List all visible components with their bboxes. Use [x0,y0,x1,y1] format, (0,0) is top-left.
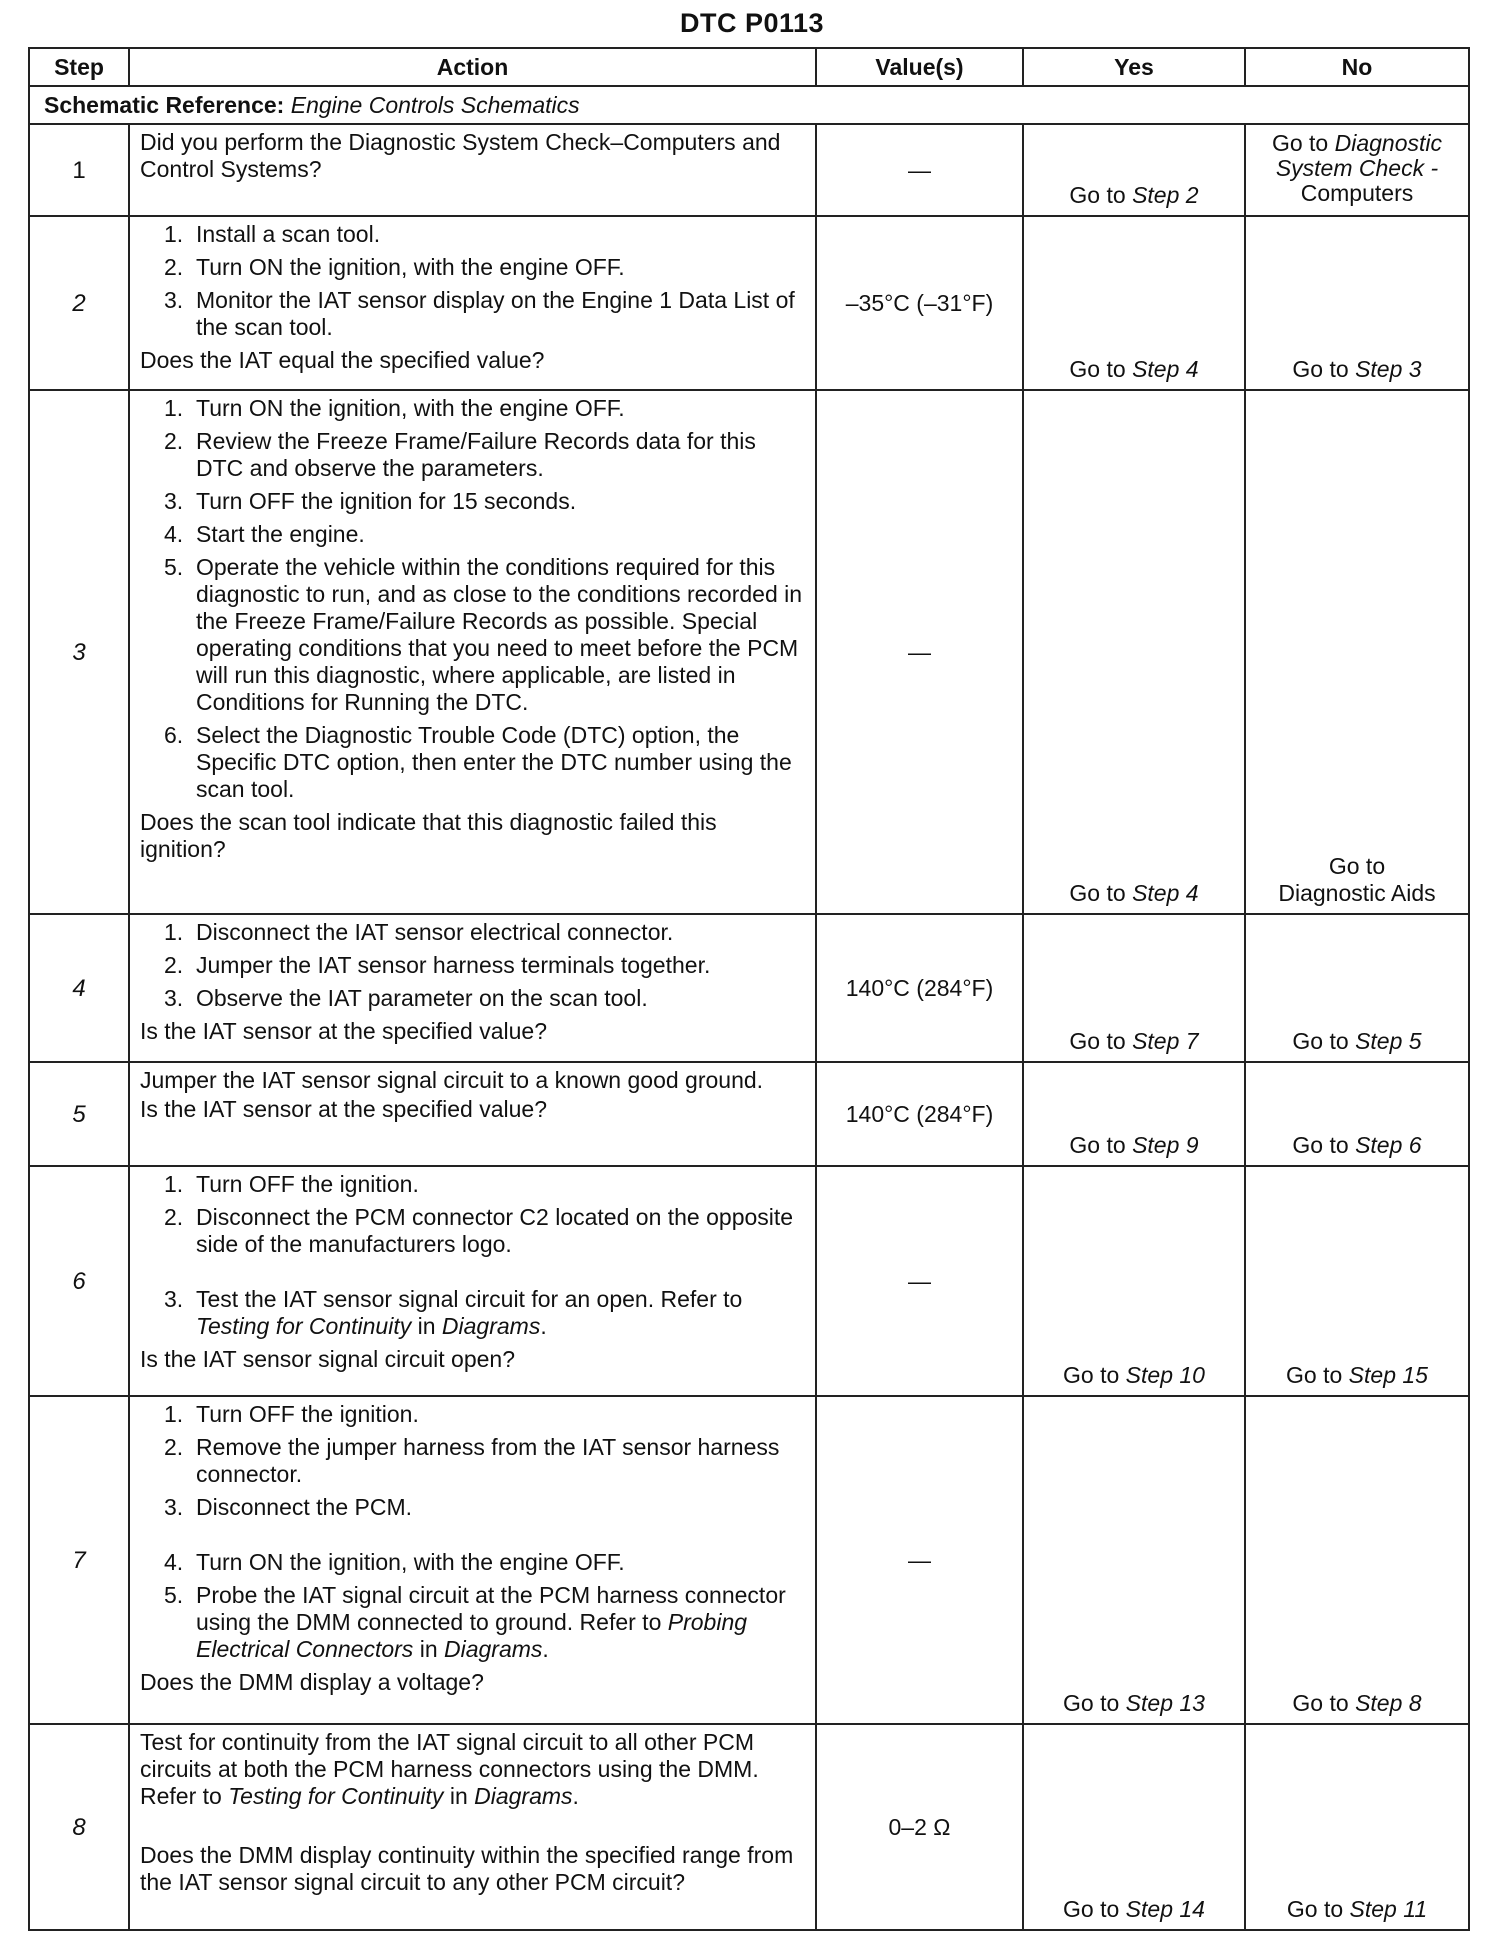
action-list [140,1401,807,1663]
list-item: 4. Start the engine. [164,521,365,547]
value-cell: — [816,124,1023,216]
no-prefix: Go to [1286,1896,1344,1922]
table-row [29,390,1469,914]
yes-cell [1023,914,1245,1062]
step-number: 7 [29,1396,129,1724]
list-item-text: Turn OFF the ignition for 15 seconds. [196,488,577,514]
no-cell [1245,1724,1469,1930]
no-cell [1245,914,1469,1062]
value-cell: 140°C (284°F) [816,914,1023,1062]
list-item: 2. Review the Freeze Frame/Failure Records data for this DTC and observe the parameters. [164,428,756,481]
text-segment: . [542,1636,549,1662]
step-number: 3 [29,390,129,914]
yes-step-link: Step 7 [1132,1028,1199,1054]
step-number: 8 [29,1724,129,1930]
diagnostic-aids-link: Diagnostic Aids [1278,880,1436,906]
text-segment: in [449,1783,468,1809]
action-cell [129,124,816,216]
reference-link: Diagrams [444,1636,543,1662]
value-cell: –35°C (–31°F) [816,216,1023,390]
yes-step-link: Step 10 [1125,1362,1205,1388]
no-cell [1245,1166,1469,1396]
text-segment: Test the IAT sensor signal circuit for an open. Refer to [196,1286,743,1312]
list-item-text [196,1582,786,1662]
action-cell [129,390,816,914]
no-cell [1245,216,1469,390]
list-item-text: Turn OFF the ignition. [196,1401,419,1427]
action-question: Is the IAT sensor signal circuit open? [140,1346,516,1372]
text-segment: Test for continuity from the IAT signal circuit to all other PCM circuits at both the PCM harness connectors using the DMM. Refer to [140,1729,759,1809]
yes-cell [1023,390,1245,914]
value-cell: 0–2 Ω [816,1724,1023,1930]
no-prefix: Go to [1286,1362,1343,1388]
list-item: 5. Operate the vehicle within the conditions required for this diagnostic to run, and as close to the conditions recorded in the Freeze Frame/Failure Records as possible. Special operating conditions that you need to meet before the PCM will run this diagnostic, where applicable, are listed in Conditions for Running the DTC. [164,554,803,715]
list-item-text: Turn ON the ignition, with the engine OFF. [196,254,625,280]
text-segment: in [417,1313,436,1339]
diagnostic-table [28,47,1470,1931]
list-item-text: Remove the jumper harness from the IAT sensor harness connector. [196,1434,780,1487]
list-item-text: Review the Freeze Frame/Failure Records data for this DTC and observe the parameters. [196,428,756,481]
list-item: 2. Jumper the IAT sensor harness terminals together. [164,952,711,978]
step-number: 4 [29,914,129,1062]
step-number: 6 [29,1166,129,1396]
text-segment: in [419,1636,438,1662]
list-item: 5. Probe the IAT signal circuit at the PCM harness connector using the DMM connected to ground. Refer to Probing Electrical Connectors in Diagrams. [164,1582,786,1662]
no-step-link: Step 3 [1355,356,1422,382]
no-suffix: Computers [1300,180,1414,206]
yes-cell [1023,1724,1245,1930]
header-yes: Yes [1023,48,1245,86]
header-action: Action [129,48,816,86]
step-number: 1 [29,124,129,216]
header-row [29,48,1469,86]
list-item-text: Monitor the IAT sensor display on the Engine 1 Data List of the scan tool. [196,287,795,340]
list-item: 4. Turn ON the ignition, with the engine OFF. [164,1549,625,1575]
list-item: 3. Disconnect the PCM. [164,1494,413,1520]
no-prefix: Go to [1271,130,1329,156]
table-row [29,216,1469,390]
yes-step-link: Step 9 [1132,1132,1199,1158]
yes-prefix: Go to [1069,182,1126,208]
table-row [29,1166,1469,1396]
value-cell: 140°C (284°F) [816,1062,1023,1166]
schematic-reference [29,86,1469,124]
list-item-text: Disconnect the IAT sensor electrical connector. [196,919,674,945]
list-item: 2. Disconnect the PCM connector C2 located on the opposite side of the manufacturers logo. [164,1204,794,1257]
step-number: 5 [29,1062,129,1166]
no-prefix: Go to [1328,853,1386,879]
no-step-link: Step 5 [1355,1028,1422,1054]
header-value: Value(s) [816,48,1023,86]
value-cell: — [816,1396,1023,1724]
list-item-text: Disconnect the PCM. [196,1494,413,1520]
action-cell [129,1724,816,1930]
action-list [140,221,807,341]
list-item-text [196,1286,742,1339]
value-cell: — [816,390,1023,914]
list-item: 2. Remove the jumper harness from the IAT sensor harness connector. [164,1434,780,1487]
no-prefix: Go to [1292,356,1349,382]
no-step-link: Diagnostic System Check - [1275,130,1443,181]
action-cell [129,216,816,390]
list-item-text: Turn OFF the ignition. [196,1171,419,1197]
reference-link: Diagrams [474,1783,573,1809]
table-row [29,1724,1469,1930]
yes-prefix: Go to [1069,1132,1126,1158]
action-text: Jumper the IAT sensor signal circuit to a known good ground. [140,1067,764,1093]
action-cell [129,1062,816,1166]
table-row [29,1396,1469,1724]
schematic-link: Engine Controls Schematics [290,91,580,118]
yes-prefix: Go to [1069,1028,1126,1054]
schematic-label: Schematic Reference: [44,91,285,118]
action-list [140,1171,807,1340]
no-cell [1245,1062,1469,1166]
yes-cell [1023,1166,1245,1396]
list-item-text: Observe the IAT parameter on the scan tool. [196,985,648,1011]
header-no: No [1245,48,1469,86]
list-item-text: Select the Diagnostic Trouble Code (DTC) option, the Specific DTC option, then enter the DTC number using the scan tool. [196,722,792,802]
reference-link: Testing for Continuity [196,1313,412,1339]
list-item: 6. Select the Diagnostic Trouble Code (DTC) option, the Specific DTC option, then enter the DTC number using the scan tool. [164,722,792,802]
yes-prefix: Go to [1063,1690,1120,1716]
yes-cell [1023,216,1245,390]
text-segment: Probe the IAT signal circuit at the PCM harness connector using the DMM connected to ground. Refer to [196,1582,786,1635]
action-question: Does the IAT equal the specified value? [140,347,545,373]
yes-prefix: Go to [1063,1896,1120,1922]
yes-cell [1023,1062,1245,1166]
table-row [29,1062,1469,1166]
no-step-link: Step 8 [1355,1690,1422,1716]
page-title: DTC P0113 [679,8,825,38]
schematic-row [29,86,1469,124]
yes-step-link: Step 4 [1132,356,1199,382]
no-cell [1245,124,1469,216]
no-prefix: Go to [1292,1132,1349,1158]
yes-prefix: Go to [1069,356,1126,382]
list-item: 1. Install a scan tool. [164,221,381,247]
table-row [29,124,1469,216]
header-step: Step [29,48,129,86]
list-item-text: Turn ON the ignition, with the engine OFF. [196,1549,625,1575]
step-number: 2 [29,216,129,390]
list-item-text: Disconnect the PCM connector C2 located on the opposite side of the manufacturers logo. [196,1204,794,1257]
yes-step-link: Step 4 [1132,880,1199,906]
list-item: 1. Turn OFF the ignition. [164,1171,419,1197]
list-item: 3. Test the IAT sensor signal circuit for an open. Refer to Testing for Continuity in Diagrams. [164,1286,743,1339]
list-item-text: Turn ON the ignition, with the engine OFF. [196,395,625,421]
no-cell [1245,390,1469,914]
yes-step-link: Step 13 [1125,1690,1205,1716]
value-cell: — [816,1166,1023,1396]
table-row [29,914,1469,1062]
text-segment: . [540,1313,547,1339]
list-item-text: Jumper the IAT sensor harness terminals together. [196,952,711,978]
action-cell [129,914,816,1062]
list-item: 2. Turn ON the ignition, with the engine OFF. [164,254,625,280]
reference-link: Probing Electrical Connectors [196,1609,748,1662]
yes-cell [1023,1396,1245,1724]
list-item: 3. Observe the IAT parameter on the scan tool. [164,985,648,1011]
reference-link: Diagrams [441,1313,541,1339]
action-cell [129,1396,816,1724]
no-prefix: Go to [1292,1028,1349,1054]
yes-prefix: Go to [1063,1362,1120,1388]
list-item-text: Install a scan tool. [196,221,381,247]
yes-step-link: Step 14 [1125,1896,1205,1922]
no-cell [1245,1396,1469,1724]
action-question: Is the IAT sensor at the specified value? [140,1096,547,1122]
action-question: Is the IAT sensor at the specified value? [140,1018,547,1044]
action-question: Does the scan tool indicate that this diagnostic failed this ignition? [140,809,717,862]
action-text [140,1729,807,1810]
action-cell [129,1166,816,1396]
list-item: 1. Disconnect the IAT sensor electrical connector. [164,919,674,945]
yes-step-link: Step 2 [1132,182,1199,208]
action-question: Does the DMM display a voltage? [140,1669,484,1695]
action-question: Does the DMM display continuity within the specified range from the IAT sensor signal circuit to any other PCM circuit? [140,1842,794,1895]
list-item: 3. Turn OFF the ignition for 15 seconds. [164,488,577,514]
list-item-text: Operate the vehicle within the conditions required for this diagnostic to run, and as close to the conditions recorded in the Freeze Frame/Failure Records as possible. Special operating conditions that you need to meet before the PCM will run this diagnostic, where applicable, are listed in Conditions for Running the DTC. [196,554,803,715]
action-list [140,395,807,803]
text-segment: . [572,1783,579,1809]
no-step-link: Step 6 [1355,1132,1422,1158]
yes-cell [1023,124,1245,216]
list-item: 1. Turn ON the ignition, with the engine OFF. [164,395,625,421]
no-step-link: Step 11 [1349,1896,1428,1922]
action-list [140,919,807,1012]
no-step-link: Step 15 [1348,1362,1428,1388]
yes-prefix: Go to [1069,880,1126,906]
list-item: 1. Turn OFF the ignition. [164,1401,419,1427]
no-prefix: Go to [1292,1690,1349,1716]
list-item: 3. Monitor the IAT sensor display on the Engine 1 Data List of the scan tool. [164,287,795,340]
reference-link: Testing for Continuity [228,1783,444,1809]
list-item-text: Start the engine. [196,521,365,547]
action-text: Did you perform the Diagnostic System Check–Computers and Control Systems? [140,129,781,182]
